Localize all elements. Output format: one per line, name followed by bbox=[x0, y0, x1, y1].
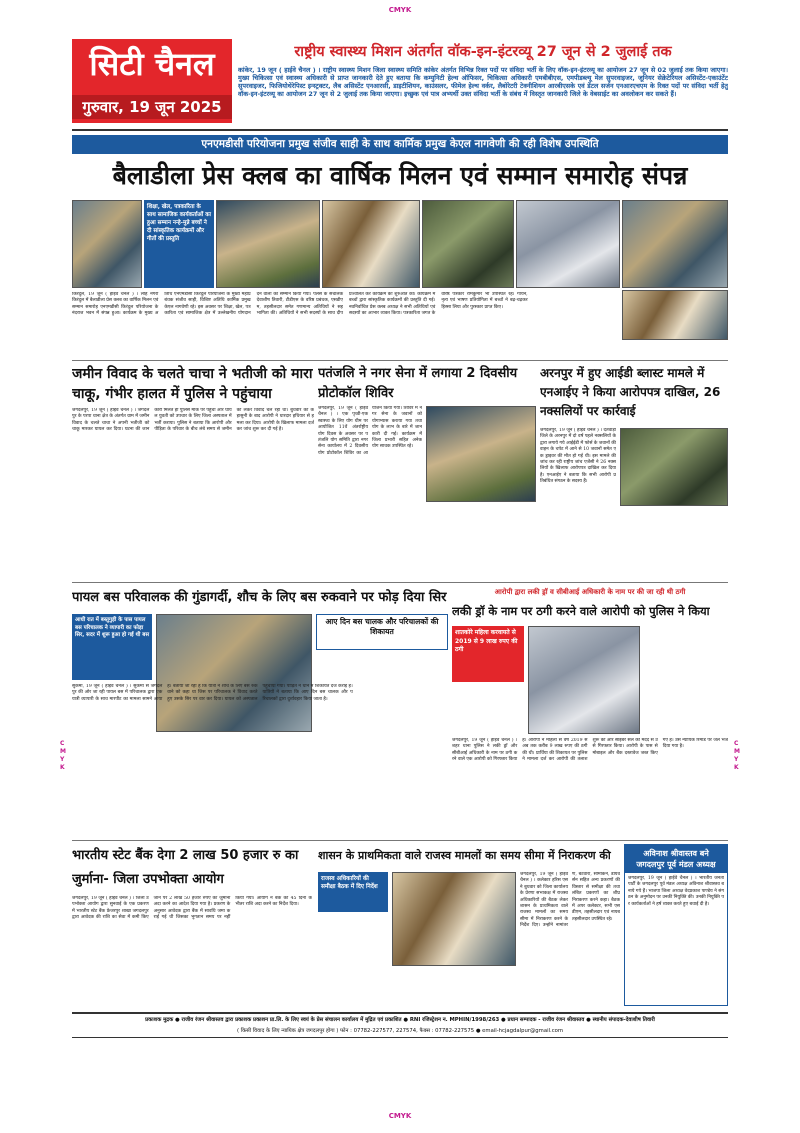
story4-headline: अरनपुर में हुए आईडी ब्लास्ट मामले में एनआईए ने किया आरोपपत्र दाखिल, 26 नक्सलियों पर कार्रवाई bbox=[540, 366, 721, 418]
masthead-red-panel bbox=[72, 39, 232, 123]
story1-photo-5 bbox=[516, 200, 620, 288]
masthead-title: सिटी चैनल bbox=[89, 45, 215, 83]
story5-sidebar-title-box: आए दिन बस चालक और परिचालकों की शिकायत bbox=[316, 614, 448, 650]
story8-body: जगदलपुर, 19 जून ( हाईवे चैनल ) । कलेक्टर हरिस एस ने बुधवार को जिला कार्यालय के प्रेरणा सभाकक्ष में राजस्व अधिकारियों की बैठक लेकर शासन के प्राथमिकता वाले राजस्व मामलों का समय सीमा में निराकरण करने के निर्देश दिए। उन्होंने नामांतरण, बंटवारा, सीमांकन, डायवर्सन सहित अन्य प्रकरणों की विस्तार से समीक्षा की तथा लंबित प्रकरणों का शीघ्र निराकरण करने कहा। बैठक में अपर कलेक्टर, सभी एसडीएम, तहसीलदार एवं नायब तहसीलदार उपस्थित रहे। bbox=[520, 872, 620, 929]
story4-body: जगदलपुर, 19 जून ( हाईवे चैनल ) । दंतेवाड़ा जिले के अरनपुर में दो वर्ष पहले नक्सलियों के द्वारा लगाये गये आईईडी में फोर्स के जवानों की वाहन के चपेट में आने से 10 जवानों समेत एक ड्राइवर की मौत हो गई थी। इस मामले की जांच कर रही राष्ट्रीय जांच एजेंसी ने 26 नक्सलियों के खिलाफ आरोपपत्र दाखिल कर दिया है। एनआईए ने बताया कि सभी आरोपी प्रतिबंधित संगठन के सदस्य हैं। bbox=[540, 428, 616, 485]
story3-body: जगदलपुर, 19 जून ( हाईवे चैनल ) । एक पृथ्वी-एक स्वास्थ्य के लिए योग थीम पर आयोजित 11वें अंतर्राष्ट्रीय योग दिवस के अवसर पर पतंजलि योग समिति द्वारा नगर सेना कार्यालय में 2 दिवसीय योग प्रोटोकॉल शिविर का आयोजन किया गया। शिविर में नगर सेना के जवानों को योगाभ्यास कराया गया तथा योग के लाभ के बारे में जानकारी दी गई। कार्यक्रम में जिला प्रभारी सहित अनेक योग साधक उपस्थित रहे। bbox=[318, 406, 422, 456]
story1-photo-2 bbox=[216, 200, 320, 288]
story1-kicker: एनएमडीसी परियोजना प्रमुख संजीव साही के साथ कार्मिक प्रमुख केएल नागवेणी की रही विशेष उपस्थिति bbox=[201, 138, 599, 150]
story1-headline: बैलाडीला प्रेस क्लब का वार्षिक मिलन एवं सम्मान समारोह संपन्न bbox=[112, 161, 688, 190]
story1-body: किरंदुल, 19 जून ( हाईवे चैनल ) । लौह नगरी किरंदुल में बैलाडीला प्रेस क्लब का वार्षिक मिलन एवं सम्मान समारोह एनएमडीसी किरंदुल परियोजना के नंदराज भवन में संपन्न हुआ। कार्यक्रम के मुख्य अतिथि एनएमडीसी किरंदुल परियोजना के मुख्य महाप्रबंधक संजीव साही, विशिष्ट अतिथि कार्मिक प्रमुख केएल नागवेणी रहे। इस अवसर पर शिक्षा, खेल, पत्रकारिता एवं सामाजिक क्षेत्र में उल्लेखनीय योगदान देने वालों का सम्मान किया गया। पैलेस के संचालक देवाशीष तिवारी, टीडीएस के वरिष्ठ प्रबंधक, एसडीएम, तहसीलदार समेत गणमान्य अतिथियों ने सहभागिता की। अतिथियों ने सभी सदस्यों के साथ दीप प्रज्वलित कर कार्यक्रम की शुरुआत की। कार्यक्रम में बच्चों द्वारा सांस्कृतिक कार्यक्रमों की प्रस्तुति दी गई। नवनिर्वाचित प्रेस क्लब अध्यक्ष ने सभी अतिथियों एवं सदस्यों का आभार व्यक्त किया। पत्रकारिता जगत के वरिष्ठ पत्रकार रामकुमार भी उपस्थित रहे। गायन, नृत्य एवं भाषण प्रतियोगिता में बच्चों ने बढ़-चढ़कर हिस्सा लिया और पुरस्कार प्राप्त किए। bbox=[72, 292, 528, 317]
footer-imprint: प्रकाशक मुद्रक ● राजीव रंजन श्रीवास्तव द्वारा प्रकाशक प्रकाशन प्रा.लि. के लिए स्वयं के प्रेस संचालन कार्यालय में मुद्रित एवं प्रकाशित ● RNI रजिस्ट्रेशन न. MPHIN/1998/263 ● प्रधान सम्पादक - राजीव रंजन श्रीवास्तव ● स्थानीय संपादक-देवाशीष तिवारी bbox=[145, 1017, 655, 1023]
story4-photo bbox=[620, 428, 728, 506]
story6-body: जगदलपुर, 19 जून ( हाईवे चैनल ) । शहर थाना पुलिस ने लकी ड्रॉ और सीबीआई अधिकारी के नाम पर ठगी करने वाले एक आरोपी को गिरफ्तार किया है। आरोपी ने महिला से वर्ष 2019 से अब तक करीब 9 लाख रुपए की ठगी की थी। प्रार्थिया की शिकायत पर पुलिस ने मामला दर्ज कर आरोपी की तलाश शुरू की और साइबर सेल की मदद से उसे गिरफ्तार किया। आरोपी के पास से मोबाइल और बैंक दस्तावेज जब्त किए गए हैं। उसे न्यायिक रिमांड पर जेल भेज दिया गया है। bbox=[452, 738, 728, 763]
story9-headline: अविनाश श्रीवास्तव बने जगदलपुर पूर्व मंडल अध्यक्ष bbox=[625, 845, 727, 873]
story5-body: सुकमा, 19 जून ( हाईवे चैनल ) । सुकमा से जगदलपुर की ओर जा रही पायल बस में परिचालक द्वारा एक यात्री व्यापारी के साथ मारपीट का मामला सामने आया है। बताया जा रहा है कि यात्री ने शौच के लिए बस रुकवाने को कहा था जिस पर परिचालक ने विवाद करते हुए उसके सिर पर वार कर दिया। घायल को अस्पताल पहुंचाया गया। पीड़ित ने थाने में शिकायत दर्ज कराई है। यात्रियों ने बताया कि आए दिन बस चालक और परिचालकों द्वारा दुर्व्यवहार किया जाता है। bbox=[72, 684, 353, 702]
story3-photo bbox=[426, 406, 536, 502]
story7-body: जगदलपुर, 19 जून ( हाईवे चैनल ) । जिला उपभोक्ता आयोग द्वारा सुनवाई के एक प्रकरण में भारतीय स्टेट बैंक फ्रेजरपुर शाखा जगदलपुर द्वारा आवेदक की राशि का सेवा में कमी किए जाने पर 2 लाख 50 हजार रुपए का जुर्माना अदा करने का आदेश दिया गया है। प्रकरण के अनुसार आवेदक द्वारा बैंक में सावधि जमा कराई गई थी जिसका भुगतान समय पर नहीं किया गया। आयोग ने बैंक को 45 दिनों के भीतर राशि अदा करने का निर्देश दिया। bbox=[72, 896, 312, 921]
story8-photo bbox=[392, 872, 516, 966]
story1-photo-1 bbox=[72, 200, 142, 288]
masthead-rule bbox=[72, 129, 728, 131]
story9-box bbox=[624, 844, 728, 1006]
story1-bottom-rule bbox=[72, 360, 728, 361]
story6-headline: लकी ड्रॉ के नाम पर ठगी करने वाले आरोपी को पुलिस ने किया bbox=[452, 604, 710, 618]
top-cmyk-mark: CMYK bbox=[388, 6, 412, 14]
story6-photo bbox=[528, 626, 640, 734]
story8-headline: शासन के प्राथमिकता वाले राजस्व मामलों का समय सीमा में निराकरण की bbox=[318, 849, 611, 862]
story7-headline: भारतीय स्टेट बैंक देगा 2 लाख 50 हजार रु का जुर्माना- जिला उपभोक्ता आयोग bbox=[72, 848, 299, 887]
story9-body: जगदलपुर, 19 जून ( हाईवे चैनल ) । भारतीय जनता पार्टी के जगदलपुर पूर्व मंडल अध्यक्ष अविनाश श्रीवास्तव बनाये गये हैं। भाजपा जिला अध्यक्ष वेदप्रकाश पाण्डेय ने संगठन के अनुमोदन पर उनकी नियुक्ति की। उनकी नियुक्ति पर कार्यकर्ताओं ने हर्ष व्यक्त करते हुए बधाई दी है। bbox=[628, 876, 724, 907]
story2-headline: जमीन विवाद के चलते चाचा ने भतीजी को मारा चाकू, गंभीर हालत में पुलिस ने पहुंचाया bbox=[72, 366, 313, 402]
story1-photo-4 bbox=[422, 200, 514, 288]
footer bbox=[72, 1012, 728, 1038]
masthead-body: कांकेर, 19 जून ( हाईवे चैनल ) । राष्ट्रीय स्वास्थ्य मिशन जिला स्वास्थ्य समिति कांकेर अंतर्गत विभिन्न रिक्त पदों पर संविदा भर्ती के लिए वॉक-इन-इंटरव्यू का आयोजन 27 जून से 02 जुलाई तक किया जाएगा। मुख्य चिकित्सा एवं स्वास्थ्य अधिकारी से प्राप्त जानकारी देते हुए बताया कि कम्युनिटी हेल्थ ऑफिसर, चिकित्सा अधिकारी एमबीबीएस, एमपीडब्ल्यू मेल सुपरवाइजर, जूनियर सेक्रेटेरियल असिस्टेंट-एकाउंटेंट सुपरवाइजर, फिजियोथेरेपिस्ट इन्स्ट्रक्टर, लैब असिस्टेंट एनआरसी, डाइटीशियन, काउंसलर, फीमेल हेल्थ वर्कर, लैबोरेटरी टेक्नीशियन आरबीएसके एवं डेंटल सर्जन एनआरएचएम के रिक्त पदों पर संविदा भर्ती हेतु वॉक-इन-इंटरव्यू का आयोजन 27 जून से 2 जुलाई तक किया जाएगा। इच्छुक एवं पात्र अभ्यर्थी उक्त संविदा भर्ती के संबंध में विस्तृत जानकारी जिले के वेबसाईट का अवलोकन कर सकते हैं। bbox=[238, 66, 728, 99]
story2-body: जगदलपुर, 19 जून ( हाईवे चैनल ) । जगदलपुर के परपा थाना क्षेत्र के अंतर्गत ग्राम में जमीन विवाद के चलते चाचा ने अपनी भतीजी को चाकू मारकर घायल कर दिया। घटना की जानकारी मिलते ही पुलिस मौके पर पहुंची और घायल युवती को उपचार के लिए जिला अस्पताल में भर्ती कराया। पुलिस ने बताया कि आरोपी और पीड़िता के परिवार के बीच लंबे समय से जमीन को लेकर विवाद चल रहा था। बुधवार को कहासुनी के बाद आरोपी ने धारदार हथियार से हमला कर दिया। आरोपी के खिलाफ मामला दर्ज कर जांच शुरू कर दी गई है। bbox=[72, 408, 314, 433]
story6-box: शातकोरे महिला करवायते से 2019 से 9 लाख रुपए की ठगी bbox=[452, 626, 524, 682]
left-cmyk-mark: C M Y K bbox=[60, 740, 66, 771]
footer-contact: ( किसी विवाद के लिए न्यायिक क्षेत्र जगदलपुर होगा ) फोन : 07782-227577, 227574, फैक्स : 07782-227575 ● email-hcjagdalpur@gmail.com bbox=[236, 1028, 564, 1034]
story6-kicker: आरोपी द्वारा लकी ड्रॉ व सीबीआई अधिकारी के नाम पर की जा रही थी ठगी bbox=[494, 588, 686, 596]
story1-photo-6 bbox=[622, 200, 728, 288]
row3-bottom-rule bbox=[72, 840, 728, 841]
story3-headline: पतंजलि ने नगर सेना में लगाया 2 दिवसीय प्रोटोकॉल शिविर bbox=[318, 366, 518, 401]
story1-photo-caption: शिक्षा, खेल, पत्रकारिता के साथ सामाजिक कार्यकर्ताओं का हुआ सम्मान नन्हे-मुन्ने बच्चों ने दी सांस्कृतिक कार्यक्रमों और गीतों की प्रस्तुति bbox=[144, 200, 214, 288]
right-cmyk-mark: C M Y K bbox=[734, 740, 740, 771]
story1-photo-7 bbox=[622, 290, 728, 340]
story1-kicker-banner bbox=[72, 135, 728, 154]
story8-box: राजस्व अधिकारियों की समीक्षा बैठक में दिए निर्देश bbox=[318, 872, 388, 912]
story5-pullquote-box: आधी रात में बस्तुगुड़ी के पास पायल बस परिचालक ने व्यापारी का फोड़ा सिर, सदर में शुरू हुआ हो गई थी बस bbox=[72, 614, 152, 680]
bottom-cmyk-mark: CMYK bbox=[388, 1112, 412, 1120]
masthead-headline: राष्ट्रीय स्वास्थ्य मिशन अंतर्गत वॉक-इन-इंटरव्यू 27 जून से 2 जुलाई तक bbox=[294, 44, 672, 60]
story1-photo-3 bbox=[322, 200, 420, 288]
masthead-date: गुरुवार, 19 जून 2025 bbox=[72, 95, 232, 119]
row2-bottom-rule bbox=[72, 582, 728, 583]
story5-headline: पायल बस परिवालक की गुंडागर्दी, शौच के लिए बस रुकवाने पर फोड़ दिया सिर bbox=[72, 590, 447, 605]
